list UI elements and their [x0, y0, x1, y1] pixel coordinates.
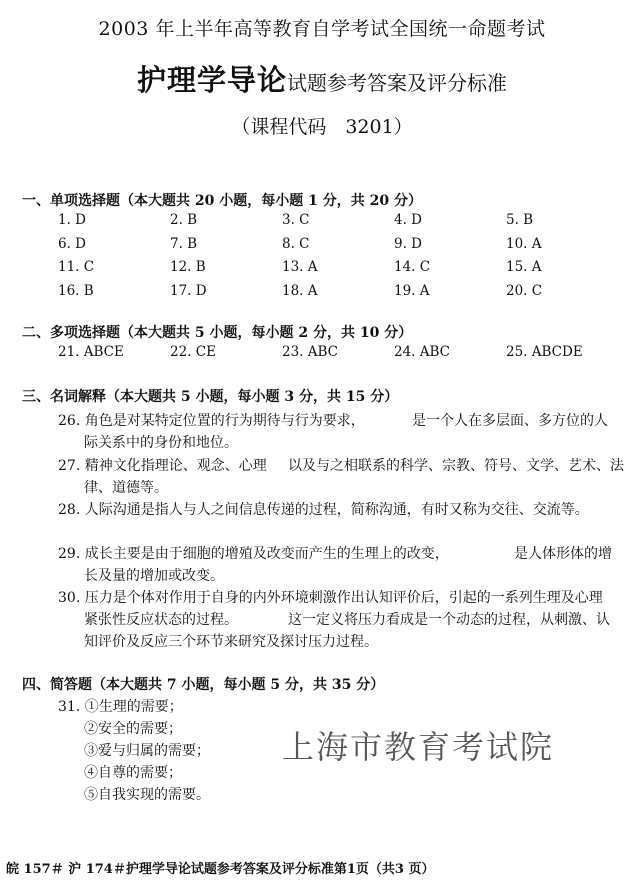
q28-line1: 28. 人际沟通是指人与人之间信息传递的过程，简称沟通，有时又称为交往、交流等。	[58, 502, 589, 518]
answer-item: 17. D	[170, 282, 207, 299]
answer-item: 22. CE	[170, 344, 216, 360]
answer-item: 7. B	[170, 235, 198, 252]
answer-item: 24. ABC	[394, 344, 451, 360]
q31-item-5: ⑤自我实现的需要。	[84, 787, 210, 803]
answer-item: 3. C	[282, 212, 310, 228]
answer-item: 23. ABC	[282, 344, 339, 360]
section-1-title: 一、单项选择题（本大题共 20 小题，每小题 1 分，共 20 分）	[22, 193, 422, 209]
answer-item: 15. A	[506, 259, 542, 275]
q29-line1a: 29. 成长主要是由于细胞的增殖及改变而产生的生理上的改变，	[58, 546, 449, 562]
page-footer: 皖 157＃ 沪 174＃护理学导论试题参考答案及评分标准第1页（共3 页）	[6, 862, 435, 877]
q29-line1b: 是人体形体的增	[514, 546, 612, 562]
answer-item: 11. C	[58, 259, 95, 275]
q30-line2a: 紧张性反应状态的过程。	[84, 612, 238, 628]
answer-item: 9. D	[394, 235, 422, 252]
q26-line1a: 26. 角色是对某特定位置的行为期待与行为要求，	[58, 413, 365, 429]
q26-line2: 际关系中的身份和地位。	[84, 435, 238, 451]
answer-item: 1. D	[58, 212, 86, 228]
q31-item-2: ②安全的需要；	[84, 721, 182, 737]
answer-item: 6. D	[58, 235, 86, 252]
answer-item: 16. B	[58, 282, 94, 299]
q30-line3: 知评价及反应三个环节来研究及探讨压力过程。	[84, 634, 378, 650]
answer-item: 13. A	[282, 259, 318, 275]
answer-item: 19. A	[394, 282, 430, 299]
q31-item-4: ④自尊的需要；	[84, 765, 182, 781]
answer-item: 8. C	[282, 235, 310, 252]
section-4-title: 四、简答题（本大题共 7 小题，每小题 5 分，共 35 分）	[22, 677, 385, 693]
answer-item: 21. ABCE	[58, 344, 124, 360]
q30-line1: 30. 压力是个体对作用于自身的内外环境刺激作出认知评价后，引起的一系列生理及心理	[58, 590, 603, 606]
q30-line2b: 这一定义将压力看成是一个动态的过程，从刺激、认	[288, 612, 610, 628]
answer-item: 20. C	[506, 282, 543, 299]
answer-item: 14. C	[394, 259, 431, 275]
answer-item: 18. A	[282, 282, 318, 299]
section-2-title: 二、多项选择题（本大题共 5 小题，每小题 2 分，共 10 分）	[22, 325, 413, 341]
document-title	[0, 58, 644, 99]
q31-item-3: ③爱与归属的需要；	[84, 743, 210, 759]
answer-item: 12. B	[170, 259, 206, 275]
answer-item: 5. B	[506, 212, 534, 228]
answer-item: 10. A	[506, 235, 542, 252]
answer-item: 4. D	[394, 212, 422, 228]
q27-line2: 律、道德等。	[84, 480, 168, 496]
answer-item: 25. ABCDE	[506, 344, 583, 360]
q29-line2: 长及量的增加或改变。	[84, 568, 224, 584]
q26-line1b: 是一个人在多层面、多方位的人	[412, 413, 608, 429]
watermark-stamp: 上海市教育考试院	[282, 728, 555, 766]
title-subject: 护理学导论	[136, 63, 287, 97]
q27-line1b: 以及与之相联系的科学、宗教、符号、文学、艺术、法	[288, 458, 624, 474]
title-suffix: 试题参考答案及评分标准	[287, 71, 507, 95]
section-3-title: 三、名词解释（本大题共 5 小题，每小题 3 分，共 15 分）	[22, 389, 399, 405]
q27-line1a: 27. 精神文化指理论、观念、心理	[58, 458, 267, 474]
exam-header: 2003 年上半年高等教育自学考试全国统一命题考试	[98, 18, 546, 40]
q31-item-1: 31. ①生理的需要；	[58, 699, 183, 715]
answer-item: 2. B	[170, 212, 198, 228]
course-code: （课程代码 3201）	[231, 116, 413, 138]
